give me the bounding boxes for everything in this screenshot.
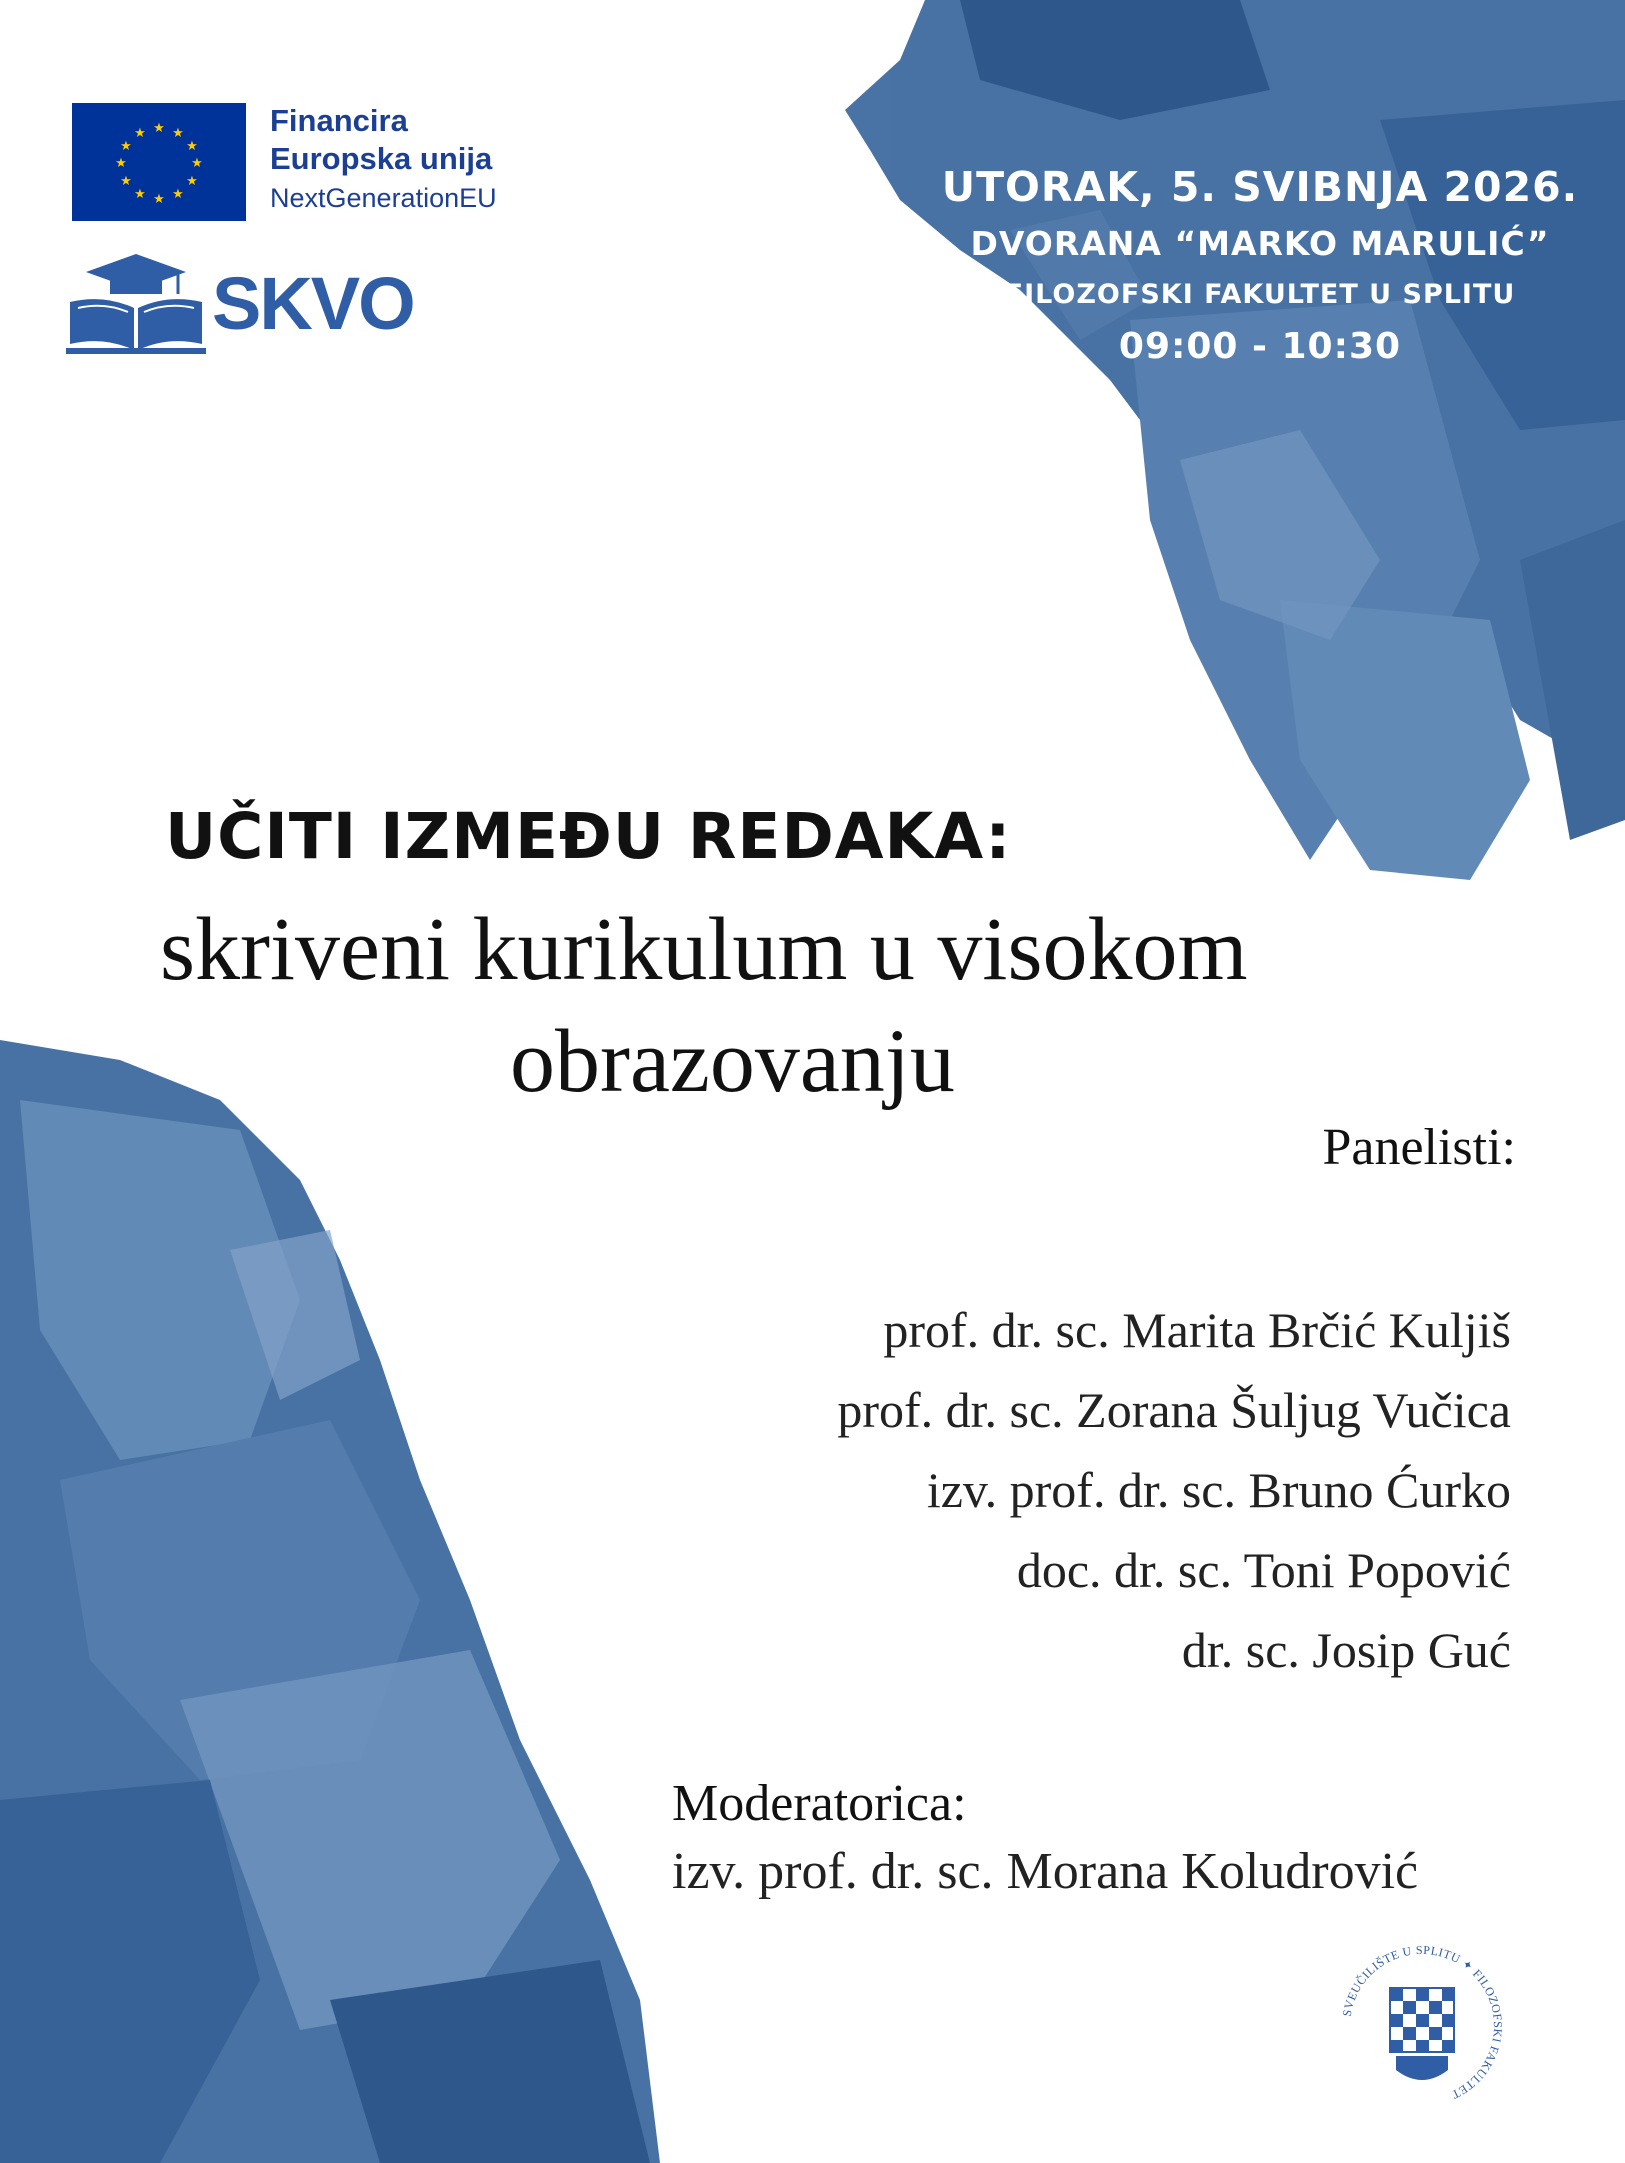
svg-text:★: ★ [115, 156, 127, 171]
brush-bottom-left [0, 1040, 660, 2163]
university-seal-icon [1334, 1938, 1510, 2114]
seal-ring-text: SVEUČILIŠTE U SPLITU ✦ FILOZOFSKI FAKULTET [1339, 1942, 1506, 2103]
eu-funding-text [270, 102, 497, 218]
panelist-item: dr. sc. Josip Guć [1181, 1622, 1511, 1678]
panelists-list [837, 1290, 1511, 1690]
svg-text:★: ★ [134, 126, 146, 141]
svg-text:★: ★ [134, 187, 146, 202]
event-subtitle-line1: skriveni kurikulum u visokom [160, 900, 1248, 999]
moderator-name: izv. prof. dr. sc. Morana Koludrović [672, 1843, 1419, 1900]
panelist-item: prof. dr. sc. Zorana Šuljug Vučica [837, 1382, 1511, 1438]
event-info [900, 158, 1620, 376]
svg-text:★: ★ [186, 174, 198, 189]
eu-flag-icon [72, 103, 246, 221]
svg-text:★: ★ [120, 139, 132, 154]
eu-funding-line2: Europska unija [270, 141, 493, 176]
event-faculty: FILOZOFSKI FAKULTET U SPLITU [1004, 279, 1516, 310]
panelist-item: izv. prof. dr. sc. Bruno Ćurko [926, 1462, 1511, 1518]
svg-text:★: ★ [172, 187, 184, 202]
panelist-item: prof. dr. sc. Marita Brčić Kuljiš [883, 1302, 1511, 1358]
event-time: 09:00 - 10:30 [1118, 326, 1402, 367]
event-title: UČITI IZMEĐU REDAKA: [165, 800, 1012, 873]
svg-text:★: ★ [120, 174, 132, 189]
panelists-heading: Panelisti: [1322, 1119, 1516, 1176]
eu-funding-line1: Financira [270, 103, 408, 138]
panelist-item: doc. dr. sc. Toni Popović [1016, 1542, 1511, 1598]
event-date: UTORAK, 5. SVIBNJA 2026. [941, 163, 1579, 211]
moderator-heading: Moderatorica: [672, 1775, 967, 1832]
skvo-logo-text: SKVO [212, 262, 414, 345]
svg-text:★: ★ [153, 121, 165, 136]
brush-top-right [845, 0, 1625, 880]
event-subtitle-line2: obrazovanju [510, 1012, 955, 1111]
svg-text:★: ★ [186, 139, 198, 154]
seal-checkerboard [1390, 1988, 1454, 2052]
skvo-logo [66, 250, 436, 360]
event-hall: DVORANA “MARKO MARULIĆ” [970, 224, 1550, 263]
svg-text:★: ★ [191, 156, 203, 171]
svg-text:★: ★ [153, 192, 165, 207]
eu-funding-line3: NextGenerationEU [270, 183, 497, 213]
graduation-book-icon [66, 250, 206, 360]
seal-shield [1396, 2056, 1448, 2080]
svg-text:★: ★ [172, 126, 184, 141]
